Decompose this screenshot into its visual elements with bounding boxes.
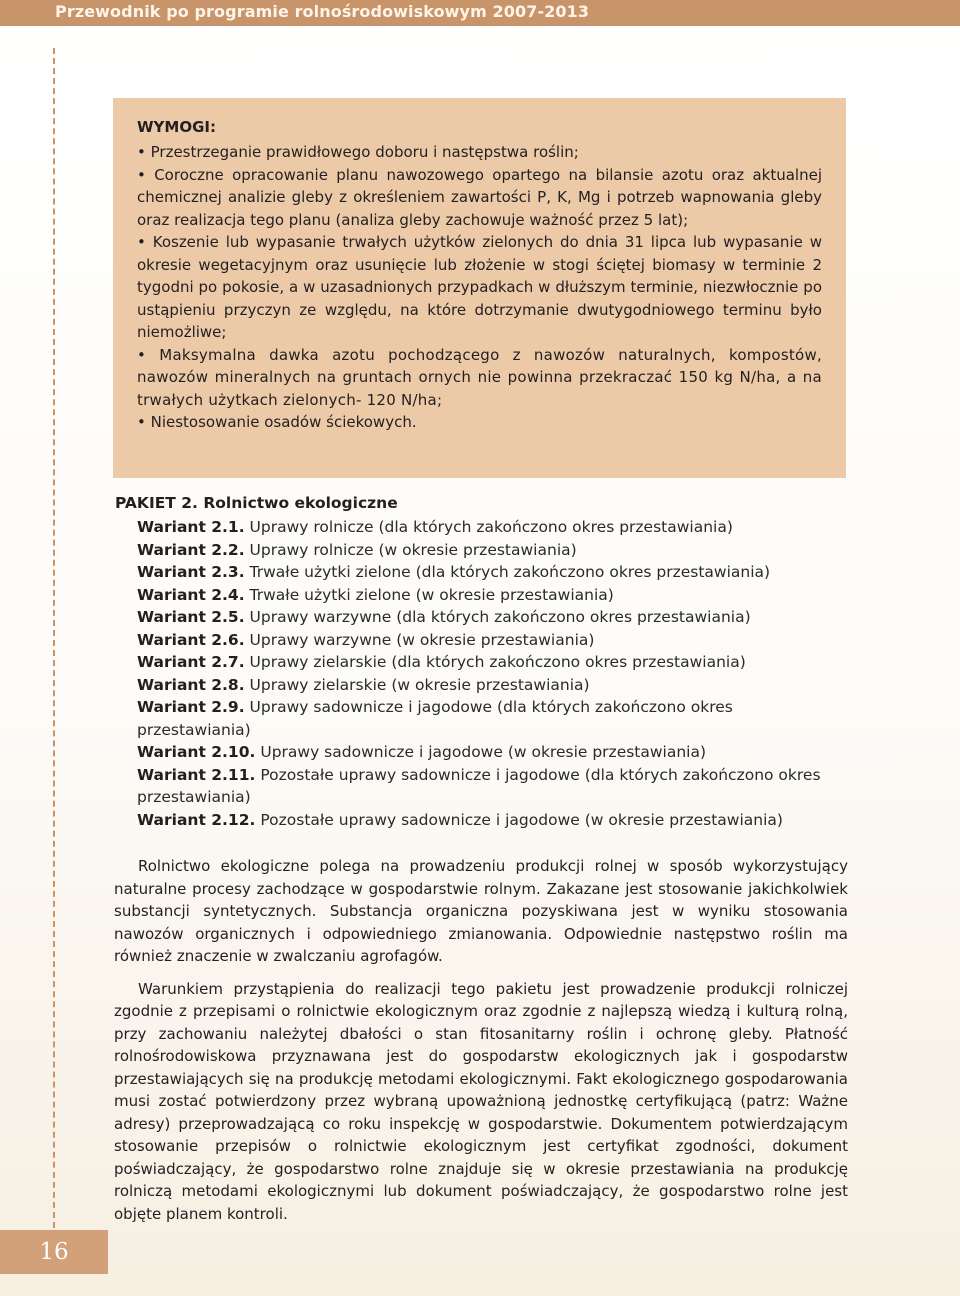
variant-desc: Uprawy warzywne (w okresie przestawiania) <box>249 630 595 649</box>
requirement-item: • Niestosowanie osadów ściekowych. <box>137 413 417 431</box>
variant-item <box>137 584 849 607</box>
margin-dashed-line <box>53 48 55 1228</box>
variant-label: Wariant 2.7. <box>137 653 245 671</box>
variant-item <box>137 629 849 652</box>
body-paragraph: Rolnictwo ekologiczne polega na prowadzeniu produkcji rolnej w sposób wykorzystujący naturalne procesy zachodzące w gospodarstwie rolnym. Zakazane jest stosowanie jakichkolwiek substancji syntetycznych. Substancja organiczna pozyskiwana jest w wyniku stosowania nawozów organicznych i odpowiedniego zmianowania. Odpowiednie następstwo roślin ma również znaczenie w zwalczaniu agrofagów. <box>114 857 848 965</box>
variant-desc: Uprawy rolnicze (dla których zakończono okres przestawiania) <box>249 518 733 536</box>
variant-item <box>137 696 849 741</box>
page-number: 16 <box>39 1239 69 1265</box>
variant-desc: Trwałe użytki zielone (dla których zakończono okres przestawiania) <box>249 563 771 581</box>
variant-item <box>137 741 849 764</box>
variant-desc: Uprawy sadownicze i jagodowe (w okresie przestawiania) <box>260 743 707 761</box>
variant-desc: Uprawy sadownicze i jagodowe (dla których zakończono okres przestawiania) <box>137 698 733 739</box>
requirements-title: WYMOGI: <box>137 118 216 136</box>
variant-label: Wariant 2.12. <box>137 810 256 829</box>
package-section <box>113 494 849 831</box>
variant-label: Wariant 2.8. <box>137 675 245 694</box>
variant-item <box>137 539 849 562</box>
variant-label: Wariant 2.4. <box>137 585 245 604</box>
variant-item <box>137 516 849 539</box>
variant-label: Wariant 2.6. <box>137 630 245 649</box>
header-bar <box>0 0 960 26</box>
variant-desc: Pozostałe uprawy sadownicze i jagodowe (w okresie przestawiania) <box>260 810 783 829</box>
variant-label: Wariant 2.11. <box>137 765 256 784</box>
requirements-box <box>113 98 846 478</box>
requirement-item: • Przestrzeganie prawidłowego doboru i następstwa roślin; <box>137 143 579 161</box>
page-number-box <box>0 1230 108 1274</box>
variant-label: Wariant 2.5. <box>137 608 245 626</box>
variant-item <box>137 651 849 674</box>
variant-desc: Trwałe użytki zielone (w okresie przestawiania) <box>249 585 614 604</box>
package-title: PAKIET 2. Rolnictwo ekologiczne <box>115 494 398 512</box>
requirement-item: • Coroczne opracowanie planu nawozowego opartego na bilansie azotu oraz aktualnej chemicznej analizie gleby z określeniem zawartości P, K, Mg i potrzeb wapnowania gleby oraz realizacja tego planu (analiza gleby zachowuje ważność przez 5 lat); <box>137 165 822 229</box>
variant-label: Wariant 2.2. <box>137 540 245 559</box>
variant-desc: Uprawy zielarskie (dla których zakończono okres przestawiania) <box>249 653 746 671</box>
variant-item <box>137 606 849 629</box>
variant-label: Wariant 2.1. <box>137 518 245 536</box>
requirement-item: • Maksymalna dawka azotu pochodzącego z nawozów naturalnych, kompostów, nawozów mineralnych na gruntach ornych nie powinna przekraczać 150 kg N/ha, a na trwałych użytkach zielonych- 120 N/ha; <box>137 345 822 409</box>
variant-item <box>137 764 849 809</box>
variant-label: Wariant 2.9. <box>137 698 245 716</box>
variant-item <box>137 674 849 697</box>
variant-desc: Pozostałe uprawy sadownicze i jagodowe (dla których zakończono okres przestawiania) <box>137 765 821 806</box>
variant-label: Wariant 2.3. <box>137 563 245 581</box>
variant-desc: Uprawy warzywne (dla których zakończono okres przestawiania) <box>249 608 751 626</box>
body-paragraph: Warunkiem przystąpienia do realizacji tego pakietu jest prowadzenie produkcji rolniczej zgodnie z przepisami o rolnictwie ekologicznym oraz zgodnie z najlepszą wiedzą i kulturą rolną, przy zachowaniu należytej dbałości o stan fitosanitarny roślin i ochronę gleby. Płatność rolnośrodowiskowa przyznawana jest do gospodarstw ekologicznych jak i gospodarstw przestawiających się na produkcję metodami ekologicznymi. Fakt ekologicznego gospodarowania musi zostać potwierdzony przez wybraną upoważnioną jednostkę certyfikującą (patrz: Ważne adresy) przeprowadzającą co roku inspekcję w gospodarstwie. Dokumentem potwierdzającym stosowanie przepisów o rolnictwie ekologicznym jest certyfikat zgodności, dokument poświadczający, że gospodarstwo rolne znajduje się w okresie przestawiania na produkcję rolniczą metodami ekologicznymi lub dokument poświadczający, że gospodarstwo rolne jest objęte planem kontroli. <box>114 979 848 1223</box>
body-text <box>114 855 848 1235</box>
variant-label: Wariant 2.10. <box>137 743 256 761</box>
variant-item <box>137 561 849 584</box>
variant-desc: Uprawy zielarskie (w okresie przestawiania) <box>249 675 590 694</box>
variant-desc: Uprawy rolnicze (w okresie przestawiania) <box>249 540 577 559</box>
requirement-item: • Koszenie lub wypasanie trwałych użytków zielonych do dnia 31 lipca lub wypasanie w okresie wegetacyjnym oraz usunięcie lub złożenie w stogi ściętej biomasy w terminie 2 tygodni po pokosie, a w uzasadnionych przypadkach w dłuższym terminie, niezwłocznie po ustąpieniu przyczyn ze względu, na które dotrzymanie dwutygodniowego terminu było niemożliwe; <box>137 233 822 341</box>
variant-item <box>137 809 849 832</box>
header-title: Przewodnik po programie rolnośrodowiskowym 2007-2013 <box>55 2 590 21</box>
